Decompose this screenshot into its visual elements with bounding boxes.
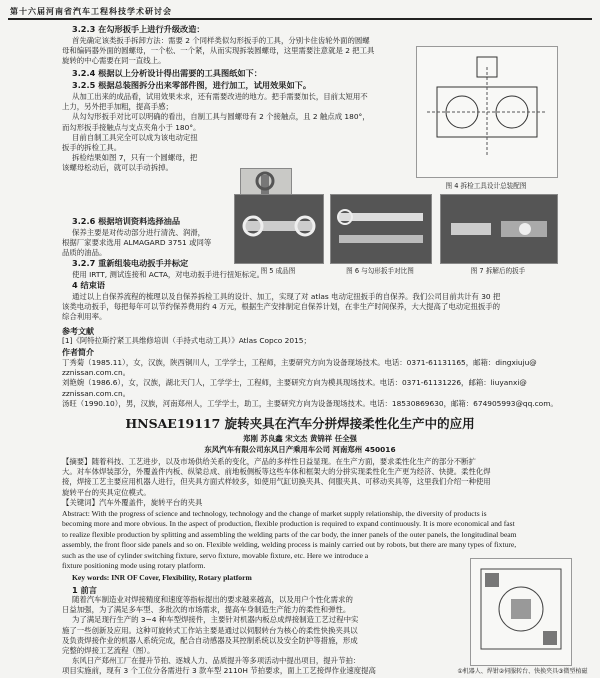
references-heading: 参考文献 <box>62 327 94 336</box>
workstation-figure <box>470 558 572 666</box>
line: Abstract: With the progress of science and technology, technology and the change of market supply relationship, the diversity of products is <box>62 509 487 518</box>
figure-5-photo <box>234 194 324 264</box>
para-3-2-5 <box>62 92 412 174</box>
figure-4-drawing <box>416 46 558 178</box>
line: zznissan.com.cn。 <box>62 368 131 378</box>
author-bios <box>62 358 562 409</box>
figure-5-caption: 图 5 成品图 <box>260 267 296 275</box>
paper-title: HNSAE19117 旋转夹具在汽车分拼焊接柔性化生产中的应用 <box>125 416 475 431</box>
line: 东风日产郑州工厂在提升节拍、逐城人力、品质提升等多项活动中提出项目，提升节拍： <box>72 656 361 666</box>
line: 日益加强，为了满足多车型、多批次的市场需求，提高车身制造生产能力的柔性和弹性。 <box>62 605 351 615</box>
paper-affiliation: 东风汽车有限公司东风日产乘用车公司 河南郑州 450016 <box>204 445 396 454</box>
line: 扳手的拆检工具。 <box>62 143 122 153</box>
line: 目前自制工具完全可以成为该电动定扭 <box>72 132 198 142</box>
running-header: 第十六届河南省汽车工程科技学术研讨会 <box>10 7 172 16</box>
heading-3-2-7: 3.2.7 重新组装电动扳手并标定 <box>72 258 189 268</box>
line: 综合利用率。 <box>62 312 107 322</box>
line: 完整的焊接工艺流程（图）。 <box>62 646 155 656</box>
para-3-2-3 <box>62 36 472 67</box>
line: 品质的油品。 <box>62 248 107 258</box>
keywords-en: Key words: INR OF Cover, Flexibility, Rotary platform <box>72 573 252 582</box>
line: 旋转的中心需要在同一直线上。 <box>62 56 166 66</box>
line: 根据厂家要求选用 ALMAGARD 3751 或同等 <box>62 238 212 248</box>
line: assembly, the front floor side panels and so on. Flexible welding, welding process is mainly carried out by robots, but there are many types of fixture, <box>62 540 517 550</box>
line: 项目实施前，现有 3 个工位分各需进行 3 款车型 2110H 节拍要求，面上工艺接焊作业速度提高 <box>62 666 376 676</box>
intro-para <box>62 595 462 677</box>
line: zznissan.com.cn。 <box>62 388 131 398</box>
heading-4: 4 结束语 <box>72 280 106 290</box>
line: 而勾形扳手接触点与支点夹角小于 180°。 <box>62 122 201 132</box>
heading-3-2-6: 3.2.6 根据培训资料选择油品 <box>72 216 181 226</box>
line: 旋转平台的夹具定位模式。 <box>62 487 151 497</box>
para-3-2-7: 使用 IRTT, 测试连接和 ACTA，对电动扳手进行扭矩标定。 <box>72 270 264 279</box>
line: 随着汽车制造业对焊接精度和速度等指标提出的要求越来越高，以及用户个性化需求的 <box>72 595 353 604</box>
line: 该螺母松动后，就可以手动拆掉。 <box>62 163 173 173</box>
wrench-comparison-image <box>331 195 431 263</box>
disassembled-wrench-image <box>441 195 557 263</box>
para-3-2-6 <box>62 228 242 259</box>
figure-7-caption: 图 7 拆解后的扳手 <box>470 267 526 275</box>
intro-heading: 1 前言 <box>72 585 97 595</box>
finished-product-image <box>235 195 323 263</box>
figure-4-caption: 图 4 拆检工具设计总装配图 <box>445 182 527 190</box>
line: 刘艳婉（1986.6），女，汉族，湖北天门人，工学学士，工程师，主要研究方向为模具现场技术。电话：0371-61131226，邮箱：liuyanxi@ <box>62 378 527 388</box>
heading-3-2-4: 3.2.4 根据以上分析设计得出需要的工具图纸如下： <box>72 68 262 78</box>
line: 为了满足现行生产的 3~4 种车型焊接件，主要针对机器内板总成焊接制造工艺过程中实 <box>72 615 359 625</box>
line: 汤旺（1990.10），男，汉族，河南郑州人，工学学士，助工，主要研究方向为设备现场技术。电话：18530869630，邮箱：674905993@qq.com。 <box>62 398 558 408</box>
workstation-caption: ①机器人、焊钳②伺服转台、快换夹具③微型植磁 <box>457 668 588 675</box>
assembly-drawing-image <box>417 47 557 177</box>
line: 该类电动扳手，每把每年可以节约保养费用约 4 万元，根据生产安排制定自保养计划，在非生产时间保养，大大提高了电动定扭扳手的 <box>62 302 501 312</box>
line: 通过以上自保养流程的梳理以及自保养拆检工具的设计、加工，实现了对 atlas 电动定扭扳手的自保养。我们公司目前共计有 30 把 <box>72 292 501 301</box>
line: 母和编码器外面的圆螺母，一个松、一个紧，从而实现拆装圆螺母，这里需要注意就是 2 把工具 <box>62 46 375 56</box>
line: 保养主要是对传动部分进行清洗、润滑， <box>72 228 206 237</box>
line: 接，焊接工艺主要应用机器人进行，但夹具方面式样较多，如使用气缸切换夹具、伺服夹具、可移动夹具等，这里我们介绍一种使用 <box>62 477 491 487</box>
abstract-cn <box>62 457 562 498</box>
line: 大。对车体焊装部分，外覆盖件内板、纵梁总成、前地板侧板等这些车体和框架大的分拼实现柔性化生产更为经济、快捷。柔性化焊 <box>62 467 491 477</box>
line: 丁秀菊（1985.11），女，汉族，陕西铜川人，工学学士，工程师，主要研究方向为设备现场技术。电话：0371-61131165，邮箱：dingxiuju@ <box>62 358 537 367</box>
line: such as the use of cylinder switching fixture, servo fixture, movable fixture, etc. Here we introduce a <box>62 550 369 560</box>
line: 上力，另外把手加粗，提高手感； <box>62 102 173 112</box>
header-rule <box>8 18 592 20</box>
line: 【摘要】随着科技、工艺进步，以及市场供给关系的变化，产品的多样性日益显现。在生产方面，要求柔性化生产的部分不断扩 <box>62 457 476 466</box>
line: 从勾勾形扳手对比可以明确的看出，自制工具与圆螺母有 2 个接触点，且 2 触点成 180°， <box>72 112 370 122</box>
line: 从加工出来的成品看，试用效果未求，还有需要改进的地方。把手需要加长，目前太短用不 <box>72 92 368 101</box>
figure-6-caption: 图 6 与勾形扳手对比图 <box>346 267 414 275</box>
figure-7-photo <box>440 194 558 264</box>
line: fixture positioning mode using rotary platform. <box>62 561 206 571</box>
keywords-cn: 【关键词】汽车外覆盖件，旋转平台的夹具 <box>62 498 203 507</box>
author-bio-heading: 作者简介 <box>62 348 94 357</box>
line: to realize flexible production by splitting and assembling the welding parts of the car body, the inner panels of the outer panels, the longitudinal beam <box>62 529 517 539</box>
figure-6-photo <box>330 194 432 264</box>
line: 施了一些创新及应用。这种可旋转式工作站主要是通过以伺服转台为核心的柔性快换夹具以 <box>62 625 358 635</box>
para-4 <box>62 292 562 323</box>
reference-1: [1]《阿特拉斯拧紧工具维修培训（手持式电动工具）》Atlas Copco 2015； <box>62 336 311 345</box>
heading-3-2-3: 3.2.3 在勾形扳手上进行升级改造： <box>72 24 205 34</box>
line: 首先确定该类扳手拆卸方法：需要 2 个同样类似勾形扳手的工具，分别卡住齿轮外面的圆螺 <box>72 36 370 45</box>
heading-3-2-5: 3.2.5 根据总装图拆分出来零部件图，进行加工，试用效果如下。 <box>72 80 312 90</box>
line: 拆检结果如图 7，只有一个圆螺母，把 <box>72 153 198 163</box>
paper-authors: 郑刚 苏良鑫 宋文杰 黄锦祥 任全强 <box>243 434 357 443</box>
line: becoming more and more obvious. In the aspect of production, flexible production is required to expand continuously. It is more economical and fast <box>62 519 515 529</box>
line: 及负责焊接作业的机器人系统完成，配合自动感器及其控制系统以及安全防护等措施，形成 <box>62 635 358 645</box>
workstation-layout-image <box>471 559 571 665</box>
